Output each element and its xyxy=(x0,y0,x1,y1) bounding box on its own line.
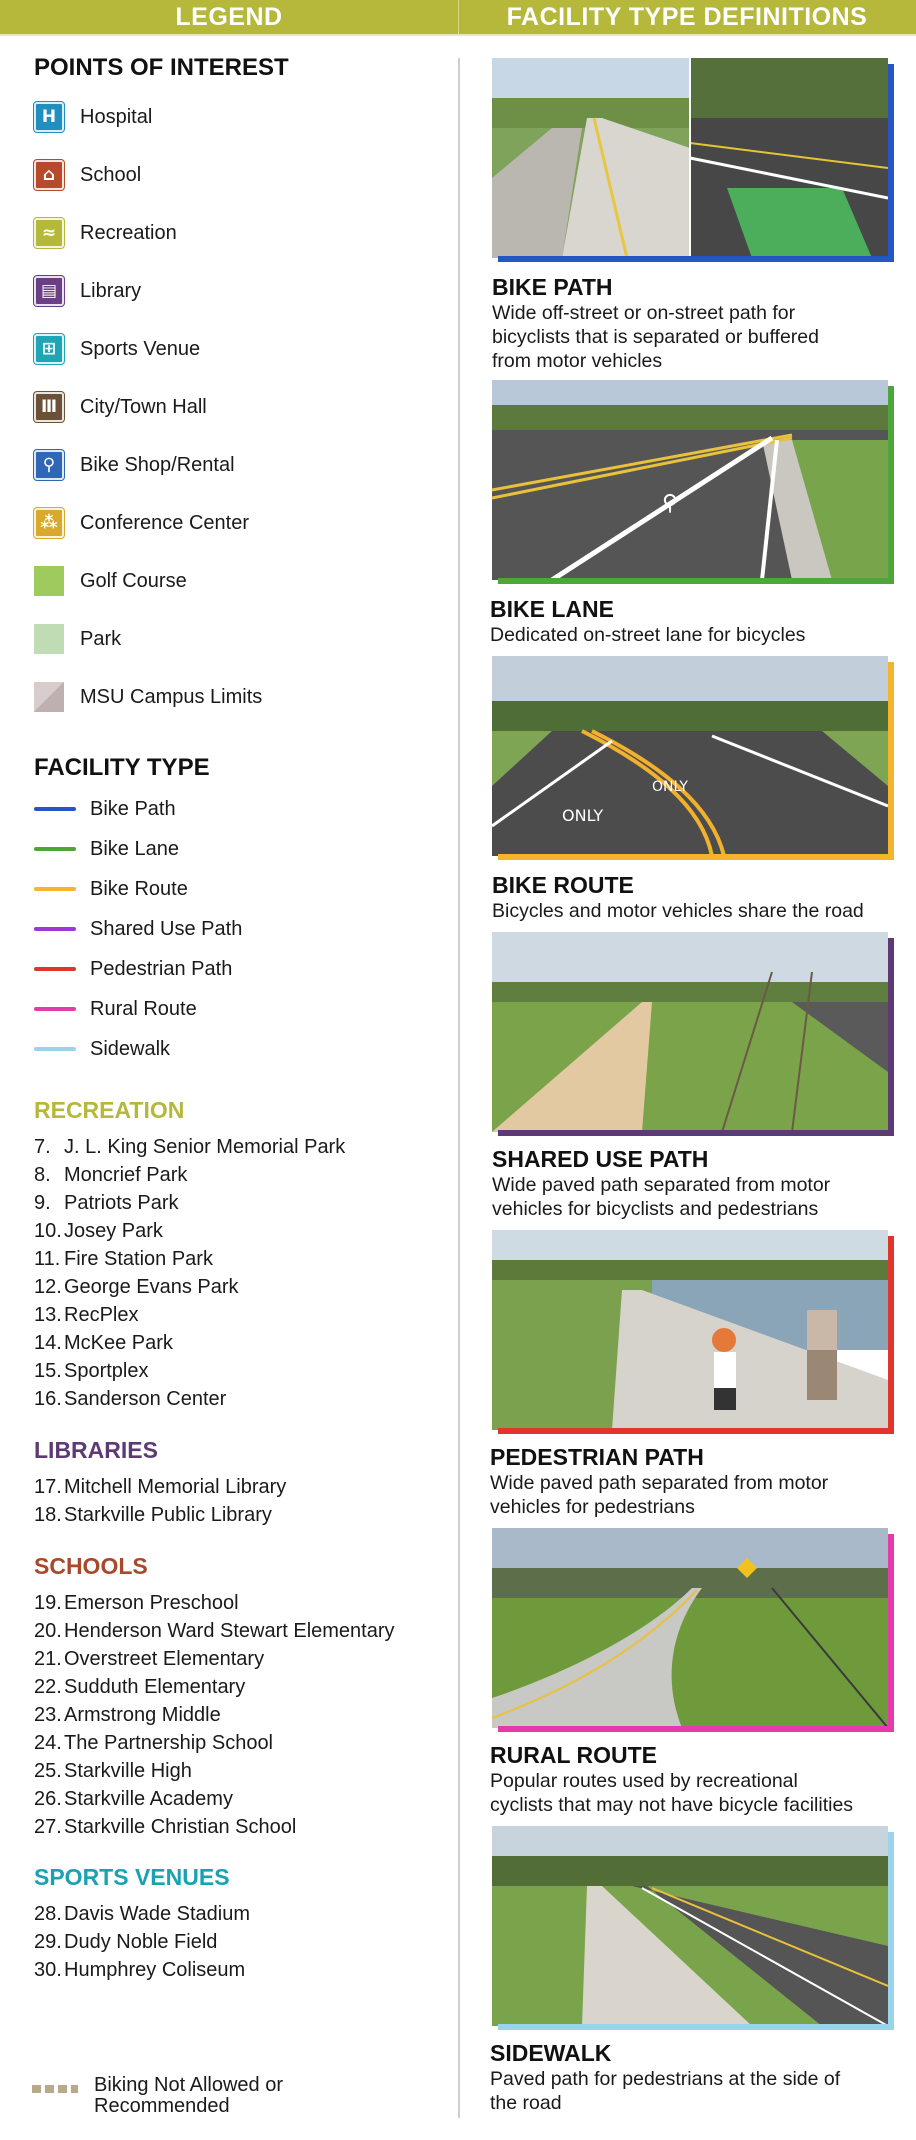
definitions-heading: FACILITY TYPE DEFINITIONS xyxy=(506,2,868,31)
shared-use-path-photo xyxy=(492,932,894,1136)
shared-use-path-description: Wide paved path separated from motor vehicles for bicyclists and pedestrians xyxy=(492,1174,831,1220)
biking-not-allowed-legend xyxy=(32,2075,283,2117)
schools-title: SCHOOLS xyxy=(34,1553,148,1579)
poi-item-hospital xyxy=(34,101,152,133)
list-item xyxy=(34,1592,239,1615)
facility-type-rural-route xyxy=(34,995,197,1023)
campus-limits-swatch xyxy=(34,682,64,712)
facility-type-label: Bike Lane xyxy=(90,837,179,860)
list-item-name: McKee Park xyxy=(64,1332,173,1354)
school-icon: ⌂ xyxy=(34,160,64,190)
rural-route-accent-bottom xyxy=(498,1726,894,1732)
facility-type-label: Bike Path xyxy=(90,797,176,820)
list-item-name: Moncrief Park xyxy=(64,1164,188,1186)
bike-route-description: Bicycles and motor vehicles share the road xyxy=(492,900,864,922)
list-item-number: 18. xyxy=(34,1504,62,1526)
poi-label: Golf Course xyxy=(80,569,187,592)
rural-route-accent xyxy=(888,1534,894,1732)
bike-lane-photo xyxy=(492,380,894,584)
bike-path-line-icon xyxy=(34,807,76,811)
facility-type-bike-path xyxy=(34,795,176,823)
poi-item-msu-campus-limits xyxy=(34,681,262,713)
bike-route-photo-art xyxy=(492,656,888,856)
list-item xyxy=(34,1788,233,1811)
list-item-number: 20. xyxy=(34,1620,62,1642)
sidewalk-description: Paved path for pedestrians at the side of the road xyxy=(490,2068,841,2114)
list-item-name: Sudduth Elementary xyxy=(64,1676,246,1698)
list-item xyxy=(34,1476,286,1499)
list-item xyxy=(34,1220,163,1243)
sidewalk-title: SIDEWALK xyxy=(490,2040,612,2066)
bike-lane-accent-bottom xyxy=(498,578,894,584)
facility-type-title: FACILITY TYPE xyxy=(34,754,210,781)
sidewalk-accent xyxy=(888,1832,894,2030)
list-item-number: 24. xyxy=(34,1732,62,1754)
facility-type-label: Shared Use Path xyxy=(90,917,243,940)
poi-item-library xyxy=(34,275,141,307)
poi-label: City/Town Hall xyxy=(80,395,207,418)
list-item-name: Davis Wade Stadium xyxy=(64,1903,250,1925)
list-item-number: 27. xyxy=(34,1816,62,1838)
pedestrian-path-accent-bottom xyxy=(498,1428,894,1434)
rural-route-photo-art xyxy=(492,1528,888,1728)
list-item xyxy=(34,1931,217,1954)
hospital-icon: H xyxy=(34,102,64,132)
header-separator xyxy=(458,0,459,34)
poi-item-recreation xyxy=(34,217,177,249)
shared-use-path-title: SHARED USE PATH xyxy=(492,1146,709,1172)
poi-label: Library xyxy=(80,279,142,302)
definition-bike-path xyxy=(492,58,896,376)
bike-route-line-icon xyxy=(34,887,76,891)
poi-item-bike-shop-rental xyxy=(34,449,235,481)
definition-bike-route xyxy=(492,656,896,926)
golf-course-swatch xyxy=(34,566,64,596)
facility-type-pedestrian-path xyxy=(34,955,232,983)
pedestrian-path-title: PEDESTRIAN PATH xyxy=(490,1444,704,1470)
definition-sidewalk xyxy=(492,1826,896,2126)
list-item-number: 14. xyxy=(34,1332,62,1354)
list-item-name: Starkville Academy xyxy=(64,1788,233,1810)
sports-venues-title: SPORTS VENUES xyxy=(34,1864,230,1890)
list-item-number: 15. xyxy=(34,1360,62,1382)
pedestrian-path-photo xyxy=(492,1230,894,1434)
list-item-number: 21. xyxy=(34,1648,62,1670)
list-item-name: Patriots Park xyxy=(64,1192,179,1214)
list-item xyxy=(34,1959,245,1982)
list-item-number: 17. xyxy=(34,1476,62,1498)
pedestrian-path-description: Wide paved path separated from motor vehicles for pedestrians xyxy=(490,1472,829,1518)
list-item-number: 12. xyxy=(34,1276,62,1298)
definition-pedestrian-path xyxy=(492,1230,896,1526)
list-item xyxy=(34,1360,149,1383)
svg-text:ONLY: ONLY xyxy=(562,806,604,825)
list-item-name: Armstrong Middle xyxy=(64,1704,221,1726)
poi-label: School xyxy=(80,163,142,186)
list-item-number: 7. xyxy=(34,1136,51,1158)
list-item xyxy=(34,1903,250,1926)
park-swatch xyxy=(34,624,64,654)
list-item-name: Sportplex xyxy=(64,1360,149,1382)
recreation-icon: ≈ xyxy=(34,218,64,248)
conference-center-icon: ⁂ xyxy=(34,508,64,538)
rural-route-title: RURAL ROUTE xyxy=(490,1742,657,1768)
list-item-name: Emerson Preschool xyxy=(64,1592,239,1614)
list-item xyxy=(34,1332,173,1355)
bike-path-accent xyxy=(888,64,894,262)
list-item-name: Starkville Christian School xyxy=(64,1816,297,1838)
pedestrian-path-line-icon xyxy=(34,967,76,971)
sidewalk-accent-bottom xyxy=(498,2024,894,2030)
list-item xyxy=(34,1192,178,1215)
list-item-number: 19. xyxy=(34,1592,62,1614)
facility-type-label: Bike Route xyxy=(90,877,188,900)
sidewalk-photo-art xyxy=(492,1826,888,2026)
poi-title: POINTS OF INTEREST xyxy=(34,54,289,81)
bike-path-description: Wide off-street or on-street path for bicyclists that is separated or buffered from motor vehicles xyxy=(492,302,819,372)
bike-lane-title: BIKE LANE xyxy=(490,596,614,622)
bike-lane-description: Dedicated on-street lane for bicycles xyxy=(490,624,806,646)
facility-type-label: Rural Route xyxy=(90,997,197,1020)
list-item xyxy=(34,1732,273,1755)
dashed-line-icon xyxy=(32,2085,78,2093)
list-item-name: Overstreet Elementary xyxy=(64,1648,265,1670)
shared-use-path-photo-art xyxy=(492,932,888,1132)
list-item xyxy=(34,1164,187,1187)
poi-label: MSU Campus Limits xyxy=(80,685,263,708)
list-item-name: Henderson Ward Stewart Elementary xyxy=(64,1620,395,1642)
definition-shared-use-path xyxy=(492,932,896,1232)
list-item-name: Sanderson Center xyxy=(64,1388,227,1410)
facility-type-shared-use-path xyxy=(34,915,242,943)
recreation-title: RECREATION xyxy=(34,1097,185,1123)
list-item xyxy=(34,1504,272,1527)
sidewalk-line-icon xyxy=(34,1047,76,1051)
list-item-number: 25. xyxy=(34,1760,62,1782)
svg-text:ONLY: ONLY xyxy=(652,779,688,795)
column-divider xyxy=(458,58,460,2118)
svg-text:⚲: ⚲ xyxy=(662,491,679,516)
bike-route-photo xyxy=(492,656,894,860)
list-item xyxy=(34,1648,264,1671)
bike-path-photo-art xyxy=(492,58,888,258)
list-item xyxy=(34,1760,192,1783)
definition-rural-route xyxy=(492,1528,896,1828)
poi-item-park xyxy=(34,623,121,655)
list-item-name: Humphrey Coliseum xyxy=(64,1959,246,1981)
definition-bike-lane xyxy=(492,380,896,650)
list-item-number: 29. xyxy=(34,1931,62,1953)
list-item-name: The Partnership School xyxy=(64,1732,274,1754)
libraries-title: LIBRARIES xyxy=(34,1437,158,1463)
list-item xyxy=(34,1816,296,1839)
bike-shop-icon: ⚲ xyxy=(34,450,64,480)
list-item-number: 16. xyxy=(34,1388,62,1410)
list-item-number: 30. xyxy=(34,1959,62,1981)
poi-label: Conference Center xyxy=(80,511,249,534)
poi-item-conference-center xyxy=(34,507,249,539)
list-item-name: J. L. King Senior Memorial Park xyxy=(64,1136,346,1158)
bike-lane-photo-art xyxy=(492,380,888,580)
list-item-number: 13. xyxy=(34,1304,62,1326)
bike-path-accent-bottom xyxy=(498,256,894,262)
rural-route-photo xyxy=(492,1528,894,1732)
list-item-name: Starkville Public Library xyxy=(64,1504,272,1526)
facility-type-bike-route xyxy=(34,875,188,903)
sports-venue-icon: ⊞ xyxy=(34,334,64,364)
city-hall-icon: Ⅲ xyxy=(34,392,64,422)
list-item-name: RecPlex xyxy=(64,1304,139,1326)
poi-item-golf-course xyxy=(34,565,187,597)
list-item-name: Fire Station Park xyxy=(64,1248,213,1270)
list-item-number: 11. xyxy=(34,1248,61,1270)
shared-use-path-accent xyxy=(888,938,894,1136)
legend-heading: LEGEND xyxy=(175,2,283,31)
poi-label: Bike Shop/Rental xyxy=(80,453,235,476)
rural-route-line-icon xyxy=(34,1007,76,1011)
list-item xyxy=(34,1704,221,1727)
bike-lane-accent xyxy=(888,386,894,584)
bike-route-accent-bottom xyxy=(498,854,894,860)
rural-route-description: Popular routes used by recreational cyclists that may not have bicycle facilities xyxy=(490,1770,854,1816)
poi-item-school xyxy=(34,159,141,191)
list-item-number: 8. xyxy=(34,1164,51,1186)
list-item xyxy=(34,1276,239,1299)
shared-use-path-line-icon xyxy=(34,927,76,931)
bike-path-title: BIKE PATH xyxy=(492,274,613,300)
poi-label: Hospital xyxy=(80,105,153,128)
poi-label: Sports Venue xyxy=(80,337,201,360)
bike-lane-line-icon xyxy=(34,847,76,851)
poi-item-sports-venue xyxy=(34,333,200,365)
poi-label: Park xyxy=(80,627,122,650)
list-item-name: Starkville High xyxy=(64,1760,192,1782)
list-item-name: Josey Park xyxy=(64,1220,163,1242)
list-item xyxy=(34,1620,395,1643)
facility-type-sidewalk xyxy=(34,1035,170,1063)
list-item xyxy=(34,1304,138,1327)
list-item-number: 9. xyxy=(34,1192,51,1214)
bike-route-title: BIKE ROUTE xyxy=(492,872,634,898)
library-icon: ▤ xyxy=(34,276,64,306)
poi-label: Recreation xyxy=(80,221,177,244)
list-item-number: 22. xyxy=(34,1676,62,1698)
list-item-number: 28. xyxy=(34,1903,62,1925)
list-item-name: Dudy Noble Field xyxy=(64,1931,218,1953)
list-item xyxy=(34,1136,345,1159)
bike-route-accent xyxy=(888,662,894,860)
shared-use-path-accent-bottom xyxy=(498,1130,894,1136)
list-item-number: 23. xyxy=(34,1704,62,1726)
facility-type-label: Sidewalk xyxy=(90,1037,171,1060)
list-item xyxy=(34,1248,213,1271)
poi-item-city-town-hall xyxy=(34,391,207,423)
facility-type-label: Pedestrian Path xyxy=(90,957,233,980)
bike-path-photo xyxy=(492,58,894,262)
pedestrian-path-accent xyxy=(888,1236,894,1434)
biking-not-allowed-label: Biking Not Allowed or Recommended xyxy=(94,2074,283,2117)
facility-type-bike-lane xyxy=(34,835,179,863)
list-item-name: Mitchell Memorial Library xyxy=(64,1476,287,1498)
list-item-number: 26. xyxy=(34,1788,62,1810)
sidewalk-photo xyxy=(492,1826,894,2030)
pedestrian-path-photo-art xyxy=(492,1230,888,1430)
list-item xyxy=(34,1388,226,1411)
list-item-number: 10. xyxy=(34,1220,62,1242)
list-item-name: George Evans Park xyxy=(64,1276,239,1298)
list-item xyxy=(34,1676,245,1699)
